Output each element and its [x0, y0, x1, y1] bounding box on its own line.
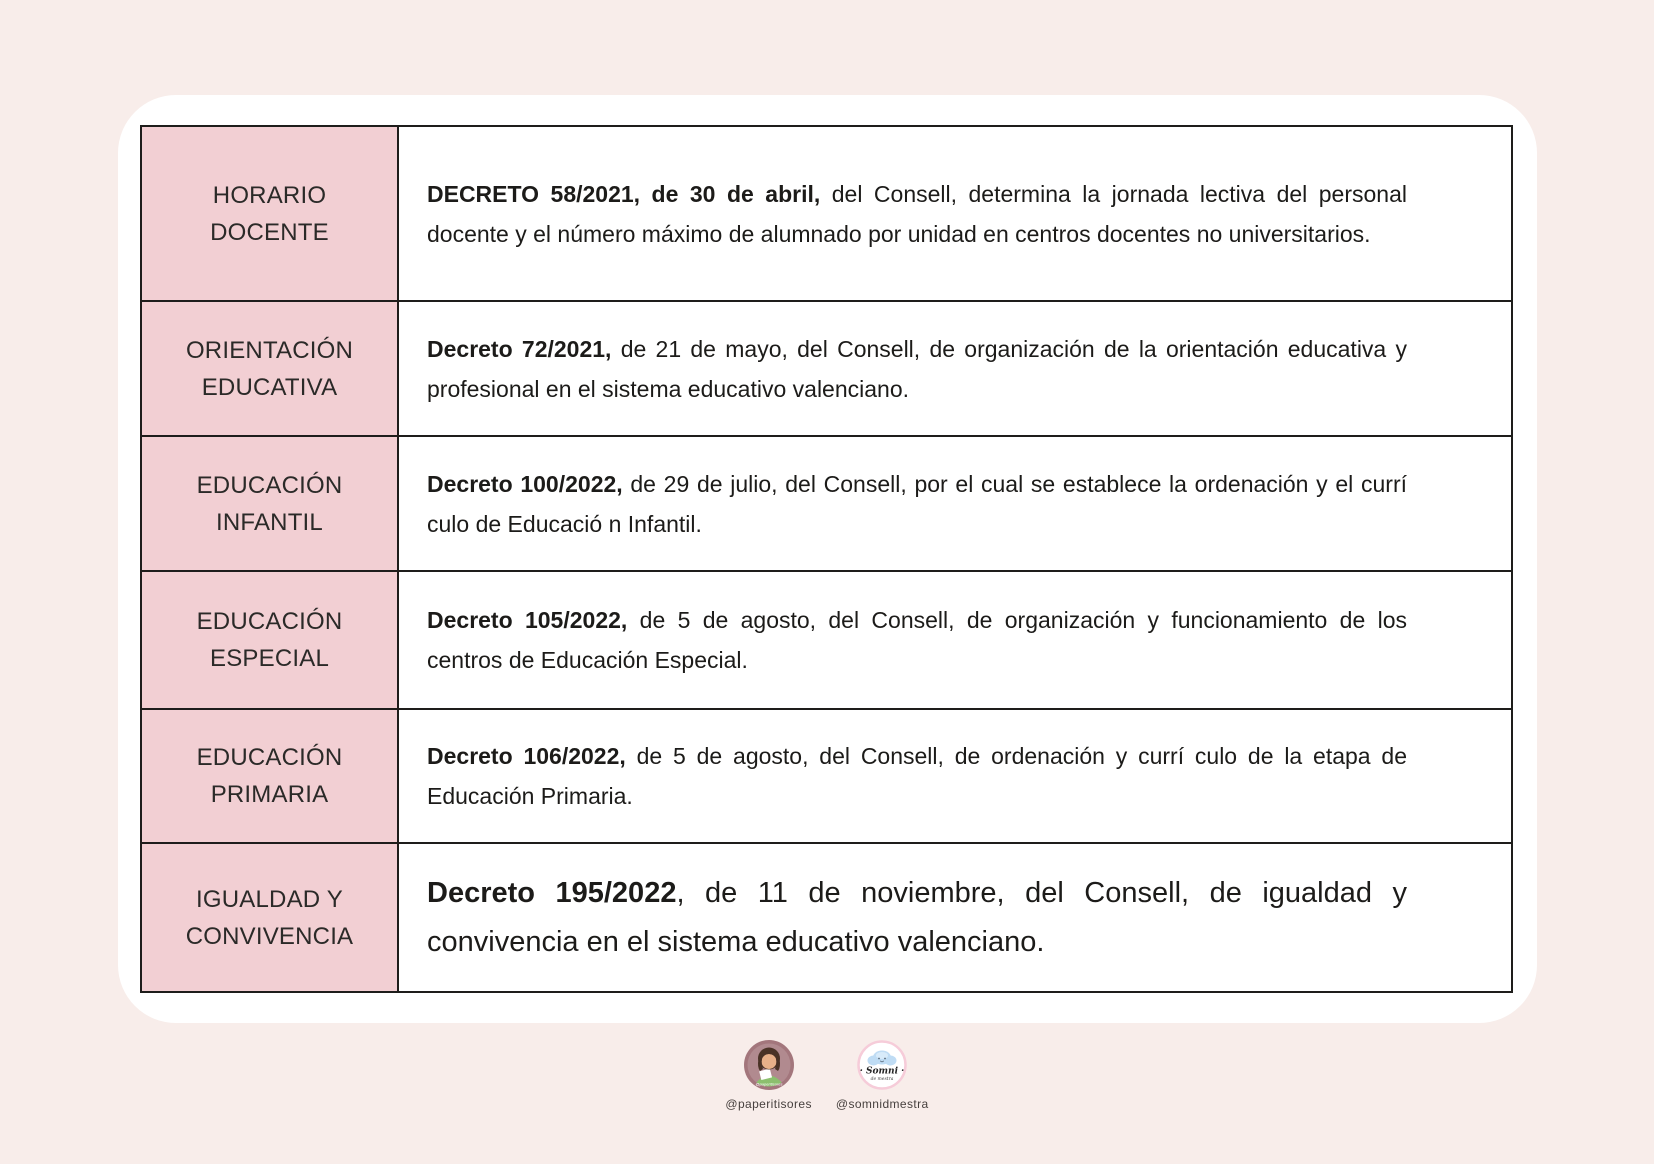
table-row — [142, 300, 1511, 435]
decree-title: Decreto 195/2022 — [427, 876, 677, 909]
decree-title: Decreto 100/2022, — [427, 470, 623, 497]
somnidmestra-logo-icon — [857, 1040, 907, 1090]
table-row — [142, 842, 1511, 991]
category-cell: IGUALDAD Y CONVIVENCIA — [142, 844, 399, 991]
table-row — [142, 127, 1511, 300]
handle-paperitisores: @paperitisores — [725, 1097, 812, 1111]
credit-paperitisores — [725, 1040, 811, 1111]
description-cell — [399, 572, 1511, 708]
logo-subtitle-text: de mestra — [870, 1077, 894, 1082]
decree-title: DECRETO 58/2021, de 30 de abril, — [427, 180, 821, 207]
logo-title-text: · Somni · — [859, 1066, 905, 1077]
paperitisores-avatar-icon — [744, 1040, 794, 1090]
description-cell — [399, 302, 1511, 435]
decree-text: de 5 de agosto, del Consell, de organización y funcionamiento de los centros de Educación Especial. — [427, 607, 1407, 673]
decree-title: Decreto 106/2022, — [427, 743, 626, 769]
table-row — [142, 708, 1511, 842]
description-cell — [399, 437, 1511, 570]
decree-text: , de 11 de noviembre, del Consell, de igualdad y convivencia en el sistema educativo valenciano. — [427, 876, 1408, 958]
decree-title: Decreto 105/2022, — [427, 607, 628, 633]
decree-table — [140, 125, 1513, 993]
decree-title: Decreto 72/2021, — [427, 335, 612, 362]
category-cell: EDUCACIÓN PRIMARIA — [142, 710, 399, 842]
description-cell — [399, 844, 1511, 991]
content-card — [118, 95, 1537, 1023]
decree-text: de 29 de julio, del Consell, por el cual se establece la ordenación y el currí culo de Educació n Infantil. — [427, 470, 1407, 537]
author-credits — [0, 1040, 1654, 1111]
category-cell: ORIENTACIÓN EDUCATIVA — [142, 302, 399, 435]
avatar-badge-text: @paperitisores — [755, 1081, 783, 1087]
table-row — [142, 435, 1511, 570]
credit-somnidmestra — [836, 1040, 929, 1111]
decree-text: del Consell, determina la jornada lectiva del personal docente y el número máximo de alumnado por unidad en centros docentes no universitarios. — [427, 180, 1407, 247]
table-row — [142, 570, 1511, 708]
handle-somnidmestra: @somnidmestra — [835, 1097, 929, 1111]
category-cell: EDUCACIÓN INFANTIL — [142, 437, 399, 570]
category-cell: HORARIO DOCENTE — [142, 127, 399, 300]
description-cell — [399, 127, 1511, 300]
decree-text: de 21 de mayo, del Consell, de organización de la orientación educativa y profesional en el sistema educativo valenciano. — [427, 335, 1407, 402]
decree-text: de 5 de agosto, del Consell, de ordenación y currí culo de la etapa de Educación Primaria. — [427, 743, 1407, 809]
description-cell — [399, 710, 1511, 842]
category-cell: EDUCACIÓN ESPECIAL — [142, 572, 399, 708]
